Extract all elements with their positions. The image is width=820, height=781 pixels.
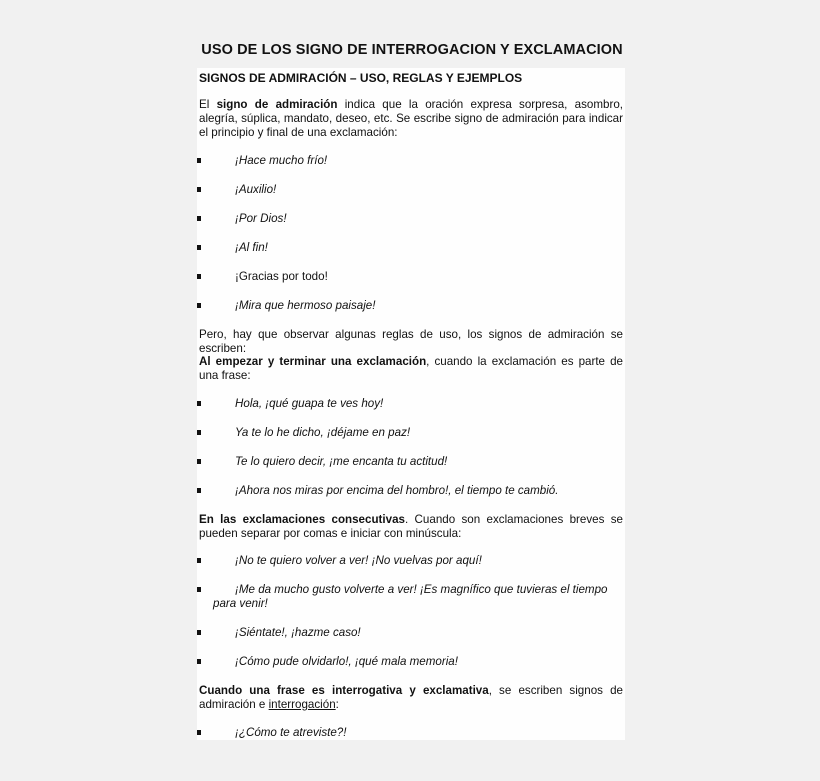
list-item: Ya te lo he dicho, ¡déjame en paz! bbox=[197, 426, 625, 440]
section-heading: SIGNOS DE ADMIRACIÓN – USO, REGLAS Y EJEMPLOS bbox=[199, 71, 523, 85]
bullet-marker bbox=[197, 630, 201, 635]
page-title: USO DE LOS SIGNO DE INTERROGACION Y EXCLAMACION bbox=[201, 42, 623, 58]
bullet-marker bbox=[197, 730, 201, 735]
list-item: ¡¿Cómo te atreviste?! bbox=[197, 726, 625, 740]
document-page bbox=[197, 68, 625, 740]
bullet-marker bbox=[197, 274, 201, 279]
bullet-marker bbox=[197, 303, 201, 308]
bullet-marker bbox=[197, 558, 201, 563]
rule-2: En las exclamaciones consecutivas. Cuando son exclamaciones breves se pueden separar por comas e iniciar con minúscula: bbox=[199, 513, 624, 540]
intro-paragraph: El signo de admiración indica que la oración expresa sorpresa, asombro, alegría, súplica, mandato, deseo, etc. Se escribe signo de admiración para indicar el principio y final de una exclamación: bbox=[199, 98, 623, 139]
rule-3: Cuando una frase es interrogativa y exclamativa, se escriben signos de admiración e interrogación: bbox=[199, 684, 623, 711]
rule-1: Al empezar y terminar una exclamación, cuando la exclamación es parte de una frase: bbox=[199, 355, 623, 382]
bullet-marker bbox=[197, 587, 201, 592]
interrogacion-link[interactable]: interrogación bbox=[268, 698, 336, 711]
bullet-marker bbox=[197, 430, 201, 435]
list-item: ¡Hace mucho frío! bbox=[197, 154, 625, 168]
rules-intro: Pero, hay que observar algunas reglas de uso, los signos de admiración se escriben: bbox=[199, 328, 623, 355]
bullet-marker bbox=[197, 187, 201, 192]
bullet-marker bbox=[197, 216, 201, 221]
list-item: ¡Ahora nos miras por encima del hombro!, el tiempo te cambió. bbox=[197, 484, 625, 498]
list-item: ¡Al fin! bbox=[197, 241, 625, 255]
bullet-marker bbox=[197, 245, 201, 250]
bullet-marker bbox=[197, 158, 201, 163]
list-item: ¡Por Dios! bbox=[197, 212, 625, 226]
bullet-marker bbox=[197, 659, 201, 664]
bullet-marker bbox=[197, 459, 201, 464]
list-item: ¡Gracias por todo! bbox=[197, 270, 625, 284]
list-item: ¡Cómo pude olvidarlo!, ¡qué mala memoria! bbox=[197, 655, 625, 669]
list-item: ¡Me da mucho gusto volverte a ver! ¡Es magnífico que tuvieras el tiempo para venir! bbox=[197, 583, 625, 597]
list-item: ¡Mira que hermoso paisaje! bbox=[197, 299, 625, 313]
list-item: Te lo quiero decir, ¡me encanta tu actitud! bbox=[197, 455, 625, 469]
list-item: ¡Auxilio! bbox=[197, 183, 625, 197]
bullet-marker bbox=[197, 488, 201, 493]
bullet-marker bbox=[197, 401, 201, 406]
list-item: ¡Siéntate!, ¡hazme caso! bbox=[197, 626, 625, 640]
list-item: Hola, ¡qué guapa te ves hoy! bbox=[197, 397, 625, 411]
intro-bold: signo de admiración bbox=[216, 98, 338, 111]
list-item: ¡No te quiero volver a ver! ¡No vuelvas por aquí! bbox=[197, 554, 625, 568]
